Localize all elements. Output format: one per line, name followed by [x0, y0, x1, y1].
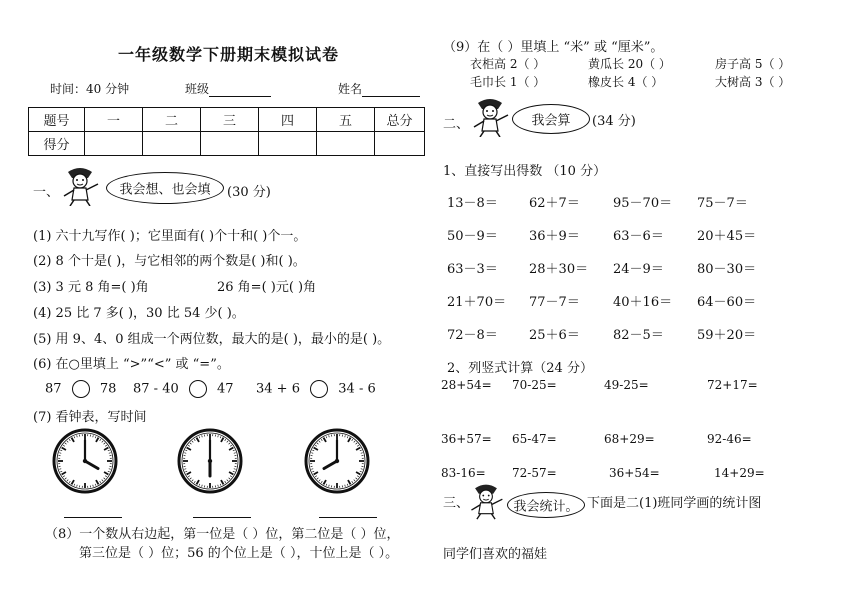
score-cell: 三	[201, 108, 259, 132]
score-cell: 题号	[29, 108, 85, 132]
vertical-problem: 49-25=	[604, 378, 649, 392]
compare-left: 87 - 40	[133, 381, 179, 397]
compare-circle[interactable]	[189, 380, 207, 398]
question-1: (1) 六十九写作( )；它里面有( )个十和( )个一。	[33, 229, 307, 244]
class-blank[interactable]	[209, 83, 271, 97]
q9-item: 衣柜高 2（ ）	[470, 57, 546, 71]
mental-math-grid	[447, 192, 787, 357]
answer-line[interactable]	[64, 517, 122, 518]
q9-item: 黄瓜长 20（ ）	[588, 57, 671, 71]
mental-problem: 21＋70＝	[447, 295, 507, 310]
section3-caption: 同学们喜欢的福娃	[443, 547, 548, 562]
section3-bubble-text: 我会统计。	[513, 499, 579, 515]
cartoon-mascot-icon	[468, 97, 512, 141]
part1-heading: 1、直接写出得数 （10 分）	[443, 164, 607, 179]
vertical-problem: 92-46=	[707, 432, 752, 446]
compare-circle[interactable]	[310, 380, 328, 398]
score-table	[28, 107, 425, 156]
compare-left: 34 + 6	[256, 381, 300, 397]
compare-right: 34 - 6	[338, 381, 376, 397]
q9-item: 毛巾长 1（ ）	[470, 75, 546, 89]
score-cell: 总分	[375, 108, 425, 132]
mental-problem: 62＋7＝	[529, 196, 580, 211]
vertical-problem: 72+17=	[707, 378, 758, 392]
compare-right: 78	[99, 381, 117, 397]
score-table-score-row	[29, 132, 425, 156]
vertical-problem: 72-57=	[512, 466, 557, 480]
mental-problem: 25＋6＝	[529, 328, 580, 343]
name-label: 姓名	[338, 82, 363, 96]
compare-2	[133, 380, 234, 398]
vertical-problem: 68+29=	[604, 432, 655, 446]
section2-number: 二、	[443, 117, 470, 132]
question-4: (4) 25 比 7 多( )，30 比 54 少( )。	[33, 306, 245, 321]
mental-problem: 13－8＝	[447, 196, 498, 211]
question-6: (6) 在○里填上 “>”“<” 或 “=”。	[33, 357, 230, 372]
question-3a: (3) 3 元 8 角=( )角	[33, 280, 149, 295]
mental-problem: 95－70＝	[613, 196, 673, 211]
compare-1	[45, 380, 116, 398]
clock-face-icon	[304, 428, 370, 494]
section1-bubble-text: 我会想、也会填	[119, 182, 211, 198]
section3-text: 下面是二(1)班同学画的统计图	[587, 496, 762, 511]
score-input-cell[interactable]	[143, 132, 201, 156]
mental-problem: 72－8＝	[447, 328, 498, 343]
mental-problem: 77－7＝	[529, 295, 580, 310]
mental-problem: 63－6＝	[613, 229, 664, 244]
score-cell: 一	[85, 108, 143, 132]
mental-problem: 75－7＝	[697, 196, 748, 211]
vertical-problem: 14+29=	[714, 466, 765, 480]
mental-problem: 28＋30＝	[529, 262, 589, 277]
clock-face-icon	[52, 428, 118, 494]
q9-item: 大树高 3（ ）	[715, 75, 791, 89]
section2-bubble	[512, 104, 590, 134]
mental-problem: 64－60＝	[697, 295, 757, 310]
answer-line[interactable]	[193, 517, 251, 518]
vertical-problem: 83-16=	[441, 466, 486, 480]
score-input-cell[interactable]	[317, 132, 375, 156]
section3-bubble	[507, 492, 585, 518]
question-7: (7) 看钟表，写时间	[33, 410, 147, 425]
section1-points: (30 分)	[227, 185, 271, 200]
question-8b: 第三位是（ ）位；56 的个位上是（ ），十位上是（ ）。	[79, 546, 399, 561]
answer-line[interactable]	[319, 517, 377, 518]
vertical-problem: 65-47=	[512, 432, 557, 446]
mental-problem: 24－9＝	[613, 262, 664, 277]
section1-number: 一、	[33, 185, 60, 200]
mental-problem: 63－3＝	[447, 262, 498, 277]
class-field[interactable]	[185, 80, 271, 97]
mental-problem: 36＋9＝	[529, 229, 580, 244]
cartoon-mascot-icon	[58, 166, 102, 210]
q9-item: 橡皮长 4（ ）	[588, 75, 664, 89]
mental-problem: 80－30＝	[697, 262, 757, 277]
score-table-header-row	[29, 108, 425, 132]
vertical-problem: 28+54=	[441, 378, 492, 392]
name-field[interactable]	[338, 80, 420, 97]
question-5: (5) 用 9、4、0 组成一个两位数，最大的是( )，最小的是( )。	[33, 332, 391, 347]
part2-heading: 2、列竖式计算（24 分）	[447, 361, 593, 376]
section3-number: 三、	[443, 496, 470, 511]
vertical-problem: 36+54=	[609, 466, 660, 480]
score-cell: 二	[143, 108, 201, 132]
mental-problem: 82－5＝	[613, 328, 664, 343]
section2-bubble-text: 我会算	[531, 113, 571, 129]
score-input-cell[interactable]	[201, 132, 259, 156]
compare-3	[256, 380, 376, 398]
name-blank[interactable]	[362, 83, 420, 97]
question-9: （9）在（ ）里填上 “米” 或 “厘米”。	[443, 40, 664, 55]
score-cell: 五	[317, 108, 375, 132]
page-title: 一年级数学下册期末模拟试卷	[118, 45, 340, 64]
score-cell: 得分	[29, 132, 85, 156]
clock-face-icon	[177, 428, 243, 494]
compare-right: 47	[217, 381, 234, 397]
question-2: (2) 8 个十是( )，与它相邻的两个数是( )和( )。	[33, 254, 306, 269]
time-limit: 时间：40 分钟	[50, 82, 130, 96]
question-3b: 26 角=( )元( )角	[217, 280, 317, 295]
score-input-cell[interactable]	[375, 132, 425, 156]
section1-bubble	[106, 172, 224, 204]
score-input-cell[interactable]	[85, 132, 143, 156]
mental-problem: 20＋45＝	[697, 229, 757, 244]
mental-problem: 50－9＝	[447, 229, 498, 244]
vertical-problem: 70-25=	[512, 378, 557, 392]
score-cell: 四	[259, 108, 317, 132]
class-label: 班级	[185, 82, 210, 96]
cartoon-mascot-icon	[466, 482, 506, 524]
q9-item: 房子高 5（ ）	[715, 57, 791, 71]
vertical-problem: 36+57=	[441, 432, 492, 446]
compare-left: 87	[45, 381, 62, 397]
mental-problem: 59＋20＝	[697, 328, 757, 343]
question-8a: （8）一个数从右边起，第一位是（ ）位，第二位是（ ）位，	[45, 527, 400, 542]
mental-problem: 40＋16＝	[613, 295, 673, 310]
score-input-cell[interactable]	[259, 132, 317, 156]
section2-points: (34 分)	[592, 114, 636, 129]
compare-circle[interactable]	[72, 380, 90, 398]
